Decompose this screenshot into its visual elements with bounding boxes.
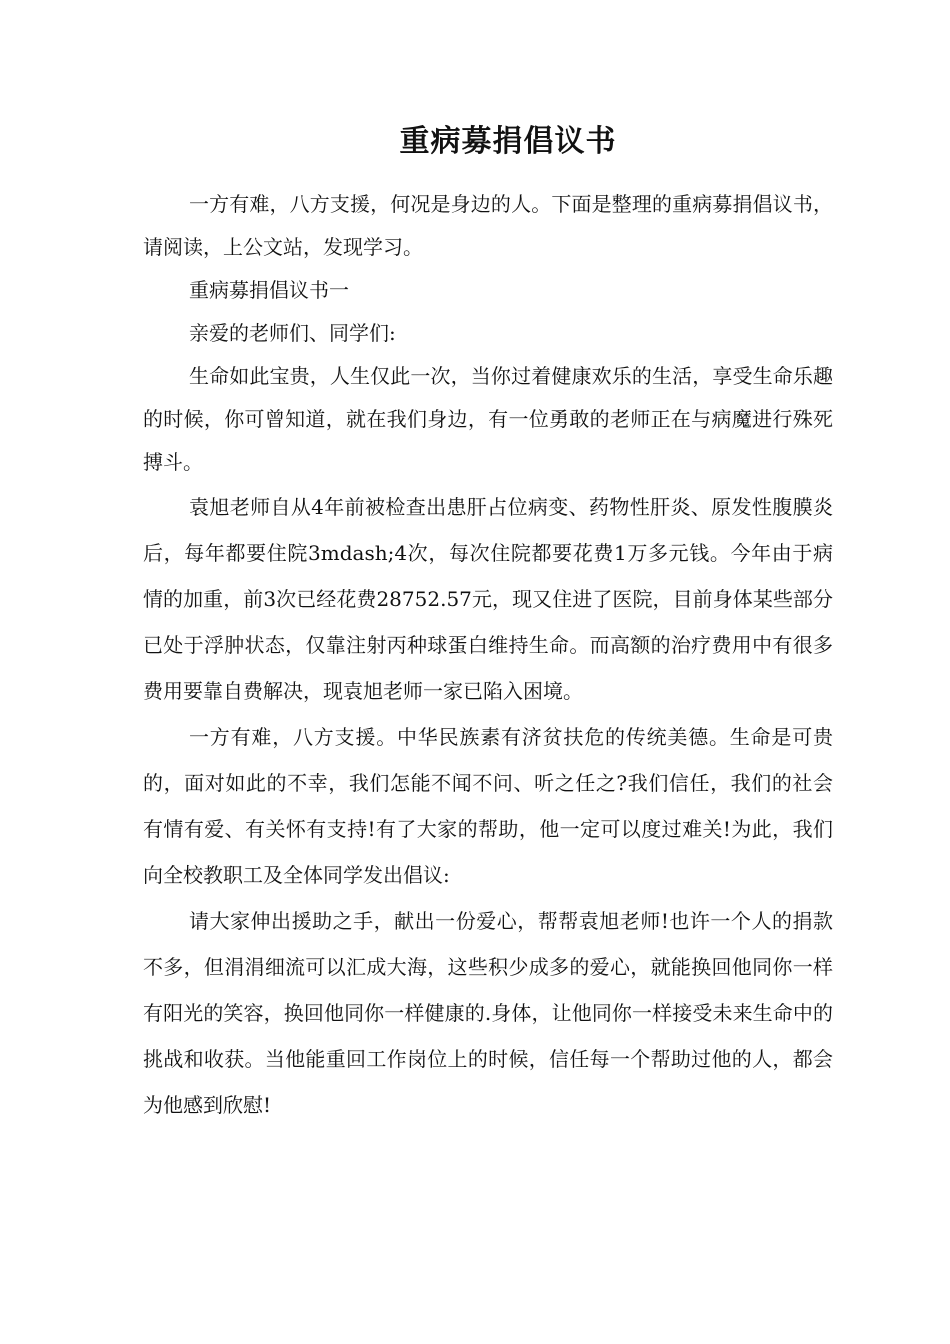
paragraph-2: 袁旭老师自从4年前被检查出患肝占位病变、药物性肝炎、原发性腹膜炎后，每年都要住院3mdash;4次，每次住院都要花费1万多元钱。今年由于病情的加重，前3次已经花费28752.57元，现又住进了医院，目前身体某些部分已处于浮肿状态，仅靠注射丙种球蛋白维持生命。而高额的治疗费用中有很多费用要靠自费解决，现袁旭老师一家已陷入困境。 <box>143 495 833 703</box>
paragraph-3: 一方有难，八方支援。中华民族素有济贫扶危的传统美德。生命是可贵的，面对如此的不幸，我们怎能不闻不问、听之任之?我们信任，我们的社会有情有爱、有关怀有支持!有了大家的帮助，他一定可以度过难关!为此，我们向全校教职工及全体同学发出倡议: <box>143 725 833 887</box>
paragraph-4: 请大家伸出援助之手，献出一份爱心，帮帮袁旭老师!也许一个人的捐款不多，但涓涓细流可以汇成大海，这些积少成多的爱心，就能换回他同你一样有阳光的笑容，换回他同你一样健康的.身体，让他同你一样接受未来生命中的挑战和收获。当他能重回工作岗位上的时候，信任每一个帮助过他的人，都会为他感到欣慰! <box>143 909 833 1117</box>
document-body <box>143 183 833 1128</box>
paragraph-1: 生命如此宝贵，人生仅此一次，当你过着健康欢乐的生活，享受生命乐趣的时候，你可曾知道，就在我们身边，有一位勇敢的老师正在与病魔进行殊死搏斗。 <box>143 364 833 474</box>
paragraph-salutation: 亲爱的老师们、同学们: <box>189 321 396 345</box>
document-title: 重病募捐倡议书 <box>399 124 617 159</box>
paragraph-intro: 一方有难，八方支援，何况是身边的人。下面是整理的重病募捐倡议书，请阅读，上公文站，发现学习。 <box>143 192 833 259</box>
paragraph-subtitle: 重病募捐倡议书一 <box>189 278 349 302</box>
